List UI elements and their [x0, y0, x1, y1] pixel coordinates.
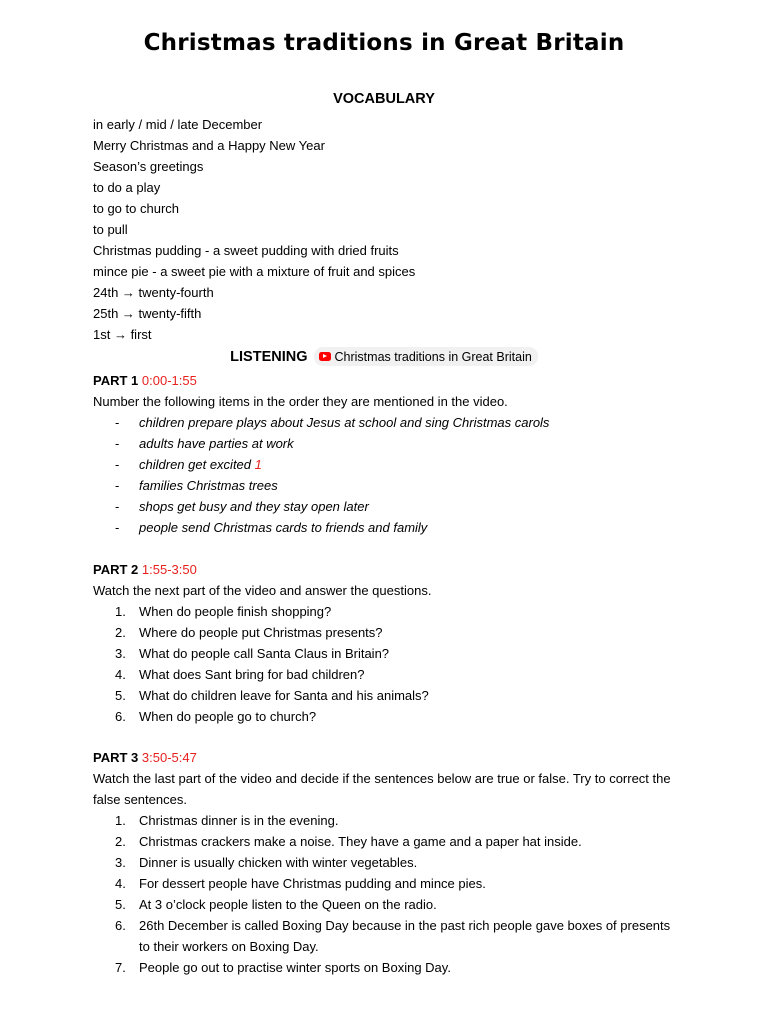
part2-time: 1:55-3:50	[141, 562, 197, 577]
part2-heading	[93, 559, 693, 580]
part3-statement	[93, 831, 693, 852]
part2-instruction: Watch the next part of the video and answer the questions.	[93, 583, 432, 598]
listening-heading: LISTENING	[230, 348, 308, 365]
question-text: Where do people put Christmas presents?	[139, 625, 383, 640]
part2-section	[93, 559, 693, 727]
statement-number: 1.	[115, 813, 126, 828]
part3-instruction: Watch the last part of the video and decide if the sentences below are true or false. Try to correct the false sentences.	[93, 771, 671, 807]
part1-item-text: shops get busy and they stay open later	[139, 499, 369, 514]
vocabulary-item: to go to church	[93, 201, 179, 216]
dash-marker: -	[115, 457, 120, 472]
dash-marker: -	[115, 478, 120, 493]
part1-item-text: families Christmas trees	[139, 478, 278, 493]
vocabulary-item: in early / mid / late December	[93, 117, 263, 132]
part3-label: PART 3	[93, 750, 139, 765]
statement-text: For dessert people have Christmas pudding and mince pies.	[139, 876, 486, 891]
part1-item	[93, 496, 693, 517]
vocabulary-item: 24th → twenty-fourth	[93, 285, 214, 300]
statement-number: 2.	[115, 834, 126, 849]
question-number: 3.	[115, 646, 126, 661]
statement-text: People go out to practise winter sports on Boxing Day.	[139, 960, 451, 975]
part2-question	[93, 622, 693, 643]
part1-item	[93, 433, 693, 454]
part1-item	[93, 517, 693, 538]
part3-heading	[93, 747, 693, 768]
dash-marker: -	[115, 415, 120, 430]
vocabulary-heading: VOCABULARY	[333, 91, 435, 107]
part2-question	[93, 643, 693, 664]
part1-item-text: adults have parties at work	[139, 436, 294, 451]
part1-item-text: children get excited 1	[139, 457, 262, 472]
vocabulary-item: to pull	[93, 222, 128, 237]
statement-text: At 3 o’clock people listen to the Queen on the radio.	[139, 897, 437, 912]
statement-text: Dinner is usually chicken with winter vegetables.	[139, 855, 418, 870]
dash-marker: -	[115, 520, 120, 535]
part3-statement	[93, 957, 693, 978]
part1-item	[93, 454, 693, 475]
dash-marker: -	[115, 499, 120, 514]
video-link-chip[interactable]	[314, 347, 538, 366]
youtube-icon	[319, 352, 331, 361]
vocabulary-item: Season’s greetings	[93, 159, 204, 174]
statement-number: 3.	[115, 855, 126, 870]
part1-answer: 1	[254, 457, 262, 472]
part3-statement	[93, 894, 693, 915]
vocabulary-list	[93, 114, 693, 345]
vocabulary-item: mince pie - a sweet pie with a mixture of fruit and spices	[93, 264, 416, 279]
part3-time: 3:50-5:47	[141, 750, 197, 765]
statement-number: 4.	[115, 876, 126, 891]
question-number: 2.	[115, 625, 126, 640]
listening-header	[0, 347, 768, 366]
question-number: 5.	[115, 688, 126, 703]
part3-statement	[93, 810, 693, 831]
vocabulary-item: Christmas pudding - a sweet pudding with dried fruits	[93, 243, 399, 258]
question-text: When do people go to church?	[139, 709, 317, 724]
question-text: What does Sant bring for bad children?	[139, 667, 365, 682]
video-link-label: Christmas traditions in Great Britain	[334, 349, 532, 364]
part1-item-text: children prepare plays about Jesus at school and sing Christmas carols	[139, 415, 550, 430]
part2-question	[93, 685, 693, 706]
part2-question	[93, 664, 693, 685]
question-number: 4.	[115, 667, 126, 682]
part3-section	[93, 747, 693, 978]
page-title: Christmas traditions in Great Britain	[143, 30, 625, 56]
part3-statement	[93, 873, 693, 894]
statement-number: 7.	[115, 960, 126, 975]
part1-item	[93, 475, 693, 496]
statement-number: 6.	[115, 918, 126, 933]
statement-text: Christmas dinner is in the evening.	[139, 813, 339, 828]
part2-question	[93, 706, 693, 727]
vocabulary-item: 1st → first	[93, 327, 152, 342]
question-text: What do people call Santa Claus in Britain?	[139, 646, 390, 661]
part1-time: 0:00-1:55	[141, 373, 197, 388]
question-number: 6.	[115, 709, 126, 724]
part1-instruction: Number the following items in the order they are mentioned in the video.	[93, 394, 508, 409]
part1-item	[93, 412, 693, 433]
part2-question	[93, 601, 693, 622]
part2-label: PART 2	[93, 562, 139, 577]
question-text: What do children leave for Santa and his animals?	[139, 688, 429, 703]
question-number: 1.	[115, 604, 126, 619]
statement-text: 26th December is called Boxing Day because in the past rich people gave boxes of presents to their workers on Boxing Day.	[139, 918, 671, 954]
vocabulary-item: 25th → twenty-fifth	[93, 306, 202, 321]
part1-item-text: people send Christmas cards to friends and family	[139, 520, 428, 535]
dash-marker: -	[115, 436, 120, 451]
vocabulary-item: to do a play	[93, 180, 161, 195]
vocabulary-item: Merry Christmas and a Happy New Year	[93, 138, 325, 153]
statement-text: Christmas crackers make a noise. They have a game and a paper hat inside.	[139, 834, 582, 849]
question-text: When do people finish shopping?	[139, 604, 332, 619]
part1-heading	[93, 370, 693, 391]
part1-section	[93, 370, 693, 538]
part3-statement	[93, 852, 693, 873]
part1-label: PART 1	[93, 373, 139, 388]
part3-statement	[93, 915, 693, 957]
statement-number: 5.	[115, 897, 126, 912]
